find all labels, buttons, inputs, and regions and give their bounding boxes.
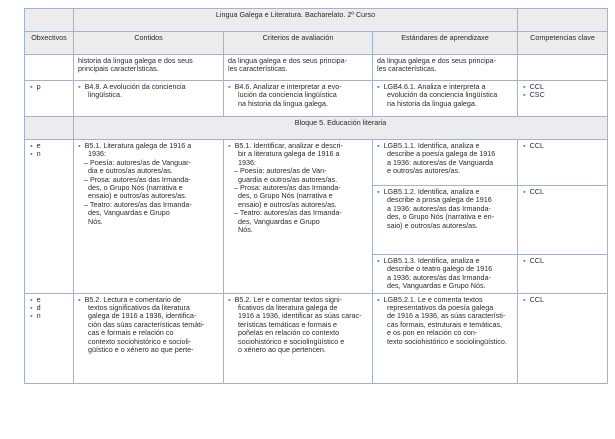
contents-cell [74,81,224,117]
contents-cell [74,293,224,383]
cell-text-line: contexto sociohistórico e socioli- [88,336,192,346]
cell-item: CCL [529,187,544,196]
title-corner-cell [25,9,74,32]
cell-text-line: Nós. [88,216,103,226]
header-contents: Contidos [74,32,224,55]
curriculum-table [24,8,608,384]
cell-text-line: galega de 1916 a 1936, identifica- [88,311,197,321]
competences-cell [518,293,608,383]
table-row [25,140,608,294]
cell-text-line: a 1936: autores/as das Irmanda- [387,272,491,282]
cell-item: CCL [529,294,544,304]
cell-text-line: describe a prosa galega de 1916 [387,195,492,205]
cell-text-line: 1936: [238,157,256,167]
cell-text-line: les características. [377,64,437,74]
cell-text-line: des, o Grupo Nós (narrativa e [88,183,183,193]
table-title: Lingua Galega e Literatura. Bacharelato. 2º Curso [74,9,518,32]
bullet-icon: ▪ [30,303,33,313]
cell-text-line: – Poesía: autores/as de Vanguar- [84,157,191,167]
standard-block [377,83,513,108]
cell-text-line: – Teatro: autores/as das Irmanda- [234,208,342,218]
cell-text-line: poñelas en relación co contexto [238,328,340,338]
bullet-icon: ▪ [228,294,231,304]
cell-text-line: 1916 a 1936, identificar as súas carac- [238,311,362,321]
contents-cell [74,55,224,81]
cell-text-line: ción das súas características temáti- [88,319,205,329]
objectives-cell [25,55,74,81]
cell-item: CCL [529,82,544,91]
cell-text-line: LGB5.1.1. Identifica, analiza e [383,141,480,150]
cell-text-line: da lingua galega e dos seus principa- [377,56,497,65]
bullet-icon: ▪ [377,294,380,304]
standard-block [377,296,513,346]
competences-cell [518,55,608,81]
bullet-icon: ▪ [377,187,380,196]
competences-cell [518,81,608,117]
cell-text-line: – Teatro: autores/as das Irmanda- [84,199,192,209]
cell-text-line: ensaio) e outros/as autores/as. [88,191,187,201]
bullet-icon: ▪ [523,141,526,150]
bullet-icon: ▪ [523,187,526,196]
cell-item: e [36,294,41,304]
standards-cell [373,293,518,383]
competence-block [522,83,603,100]
contents-cell [74,140,224,294]
bullet-icon: ▪ [523,82,526,91]
cell-text-line: a 1936: autores/as de Vanguarda [387,157,494,167]
cell-text-line: describe o teatro galego de 1916 [387,264,493,274]
bullet-icon: ▪ [228,82,231,91]
cell-text-line: – Poesía: autores/as de Van- [234,166,327,176]
cell-text-line: saio) e outros/as autores/as. [387,220,478,230]
cell-text-line: – Prosa: autores/as das Irmanda- [234,183,341,193]
cell-text-line: principais características. [78,64,159,74]
standard-block [377,57,513,74]
standard-block [373,254,517,291]
cell-text-line: sociohistórico e sociolingüístico e [238,336,345,346]
cell-text-line: B5.2. Ler e comentar textos signi- [234,294,343,304]
bullet-icon: ▪ [30,149,33,159]
standards-cell [373,81,518,117]
cell-text-line: describe a poesía galega de 1916 [387,149,496,159]
cell-text-line: evolución da conciencia lingüística [387,90,498,100]
competence-block [518,185,607,251]
bullet-icon: ▪ [30,141,33,150]
competence-block [518,254,607,265]
bullet-icon: ▪ [523,90,526,100]
cell-text-line: dia e outros/as autores/as. [88,166,173,176]
bullet-icon: ▪ [30,311,33,321]
cell-item: CCL [529,256,544,265]
criteria-cell [224,293,373,383]
objectives-cell [25,81,74,117]
cell-text-line: e outros/as autores/as. [387,166,461,176]
cell-text-line: – Prosa: autores/as das Irmanda- [84,174,191,184]
cell-text-line: bir a literatura galega de 1916 a [238,149,340,159]
bullet-icon: ▪ [377,82,380,91]
cell-text-line: des, Vanguardas e Grupo Nós. [387,281,486,291]
cell-text-line: LGB5.1.3. Identifica, analiza e [383,256,480,265]
cell-text-line: terísticas temáticas e formais e [238,319,338,329]
cell-text-line: 1936: [88,149,106,159]
competence-block [522,142,603,182]
cell-text-line: Nós. [238,225,253,235]
cell-text-line: ficativos da literatura galega de [238,303,338,313]
cell-text-line: da lingua galega e dos seus principa- [228,56,348,65]
cell-text-line: cas formais, estruturais e temáticas, [387,319,503,329]
cell-text-line: lingüística. [88,90,122,100]
cell-text-line: a 1936: autores/as das Irmanda- [387,203,491,213]
cell-text-line: LGB5.2.1. Le e comenta textos [383,294,483,304]
bullet-icon: ▪ [30,82,33,91]
objectives-cell [25,140,74,294]
cell-text-line: des, o Grupo Nós (narrativa e en- [387,212,495,222]
cell-text-line: LGB5.1.2. Identifica, analiza e [383,187,480,196]
cell-text-line: des, Vanguardas e Grupo [238,216,320,226]
cell-text-line: na historia da lingua galega. [238,98,328,108]
bullet-icon: ▪ [377,141,380,150]
cell-text-line: B4.8. A evolución da conciencia [84,82,186,91]
cell-text-line: historia da lingua galega e dos seus [78,56,193,65]
header-standards: Estándares de aprendizaxe [373,32,518,55]
bullet-icon: ▪ [523,294,526,304]
bullet-icon: ▪ [228,141,231,150]
competences-cell [518,140,608,294]
cell-text-line: les características. [228,64,288,74]
criteria-cell [224,55,373,81]
cell-text-line: B5.1. Literatura galega de 1916 a [84,141,192,150]
cell-item: e [36,141,41,150]
title-right-cell [518,9,608,32]
cell-text-line: texto sociohistórico e sociolingüístico. [387,336,507,346]
cell-item: n [36,149,41,159]
table-row [25,55,608,81]
header-row [25,32,608,55]
bullet-icon: ▪ [30,294,33,304]
cell-text-line: guardia e outros/as autores/as. [238,174,338,184]
cell-text-line: cas e formais e relación co [88,328,174,338]
cell-text-line: o xénero ao que pertencen. [238,345,326,355]
cell-text-line: ensaio) e outros/as autores/as. [238,199,337,209]
header-objectives: Obxectivos [25,32,74,55]
standard-block [377,142,513,182]
block-heading: Bloque 5. Educación literaria [74,117,608,140]
cell-item: n [36,311,41,321]
bullet-icon: ▪ [377,256,380,265]
block-corner-cell [25,117,74,140]
cell-text-line: na historia da lingua galega. [387,98,477,108]
cell-text-line: e os pon en relación co con- [387,328,478,338]
table-row [25,81,608,117]
cell-item: p [36,82,41,91]
header-criteria: Criterios de avaliación [224,32,373,55]
header-competences: Competencias clave [518,32,608,55]
standards-cell [373,55,518,81]
standard-block [373,185,517,251]
cell-text-line: B5.1. Identificar, analizar e descri- [234,141,343,150]
bullet-icon: ▪ [78,141,81,150]
standards-cell [373,140,518,294]
cell-text-line: representativos da poesía galega [387,303,494,313]
cell-text-line: des, Vanguardas e Grupo [88,208,170,218]
cell-text-line: B5.2. Lectura e comentario de [84,294,181,304]
cell-text-line: textos significativos da literatura [88,303,190,313]
cell-text-line: lución da conciencia lingüística [238,90,337,100]
cell-text-line: güístico e o xénero ao que perte- [88,345,194,355]
criteria-cell [224,81,373,117]
bullet-icon: ▪ [78,82,81,91]
bullet-icon: ▪ [78,294,81,304]
cell-text-line: de 1916 a 1936, as súas característi- [387,311,506,321]
cell-item: CSC [529,90,545,100]
objectives-cell [25,293,74,383]
cell-text-line: LGB4.6.1. Analiza e interpreta a [383,82,486,91]
bullet-icon: ▪ [523,256,526,265]
cell-text-line: B4.6. Analizar e interpretar a evo- [234,82,342,91]
cell-text-line: des, o Grupo Nós (narrativa e [238,191,333,201]
competence-block [522,296,603,304]
table-row [25,293,608,383]
cell-item: CCL [529,141,544,150]
criteria-cell [224,140,373,294]
cell-item: d [36,303,41,313]
